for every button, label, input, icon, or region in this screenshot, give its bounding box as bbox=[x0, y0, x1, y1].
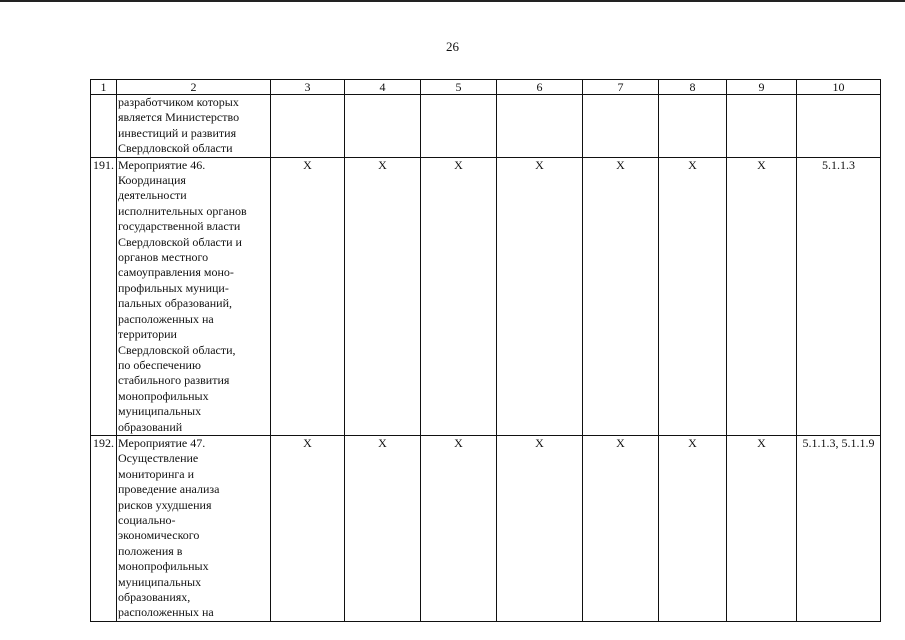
code-cell: 5.1.1.3, 5.1.1.9 bbox=[797, 435, 881, 621]
mark-cell: Х bbox=[659, 157, 727, 435]
mark-cell bbox=[659, 95, 727, 158]
description-line: монопрофильных bbox=[118, 388, 209, 403]
column-header: 9 bbox=[727, 80, 797, 95]
description-line: самоуправления моно- bbox=[118, 265, 234, 280]
mark-cell bbox=[271, 95, 345, 158]
description-line: пальных образований, bbox=[118, 296, 232, 311]
description-line: положения в bbox=[118, 543, 183, 558]
row-description bbox=[117, 435, 271, 621]
column-header: 8 bbox=[659, 80, 727, 95]
column-header: 4 bbox=[345, 80, 421, 95]
code-cell bbox=[797, 95, 881, 158]
column-header: 3 bbox=[271, 80, 345, 95]
description-line: Свердловской области и bbox=[118, 234, 242, 249]
mark-cell: Х bbox=[345, 157, 421, 435]
description-line: образований bbox=[118, 419, 183, 434]
description-line: Свердловской области, bbox=[118, 342, 236, 357]
description-line: территории bbox=[118, 327, 177, 342]
mark-cell: Х bbox=[583, 157, 659, 435]
description-line: деятельности bbox=[118, 188, 187, 203]
description-line: Мероприятие 46. bbox=[118, 157, 206, 172]
description-line: по обеспечению bbox=[118, 357, 201, 372]
description-line: рисков ухудшения bbox=[118, 497, 212, 512]
table-row bbox=[91, 157, 881, 435]
row-number: 191. bbox=[91, 157, 117, 435]
description-line: Мероприятие 47. bbox=[118, 435, 206, 450]
description-line: профильных муници- bbox=[118, 280, 229, 295]
table-row bbox=[91, 95, 881, 158]
description-line: Осуществление bbox=[118, 451, 199, 466]
column-header: 10 bbox=[797, 80, 881, 95]
mark-cell: Х bbox=[345, 435, 421, 621]
table-header-row bbox=[91, 80, 881, 95]
description-line: образованиях, bbox=[118, 590, 191, 604]
row-number bbox=[91, 95, 117, 158]
description-line: Координация bbox=[118, 173, 186, 188]
document-table bbox=[90, 79, 881, 622]
mark-cell bbox=[583, 95, 659, 158]
description-line: является Министерство bbox=[118, 110, 240, 125]
description-line: разработчиком которых bbox=[118, 95, 239, 109]
mark-cell: Х bbox=[497, 435, 583, 621]
description-line: государственной власти bbox=[118, 219, 241, 234]
mark-cell: Х bbox=[727, 157, 797, 435]
mark-cell bbox=[421, 95, 497, 158]
description-line: муниципальных bbox=[118, 404, 202, 419]
mark-cell: Х bbox=[271, 157, 345, 435]
row-description bbox=[117, 157, 271, 435]
description-line: стабильного развития bbox=[118, 373, 230, 388]
mark-cell: Х bbox=[271, 435, 345, 621]
description-line: мониторинга и bbox=[118, 466, 195, 481]
mark-cell bbox=[497, 95, 583, 158]
description-line: органов местного bbox=[118, 250, 209, 265]
row-number: 192. bbox=[91, 435, 117, 621]
mark-cell bbox=[727, 95, 797, 158]
description-line: Свердловской области bbox=[118, 141, 233, 156]
row-description bbox=[117, 95, 271, 158]
description-line: социально- bbox=[118, 512, 176, 527]
top-rule bbox=[0, 0, 905, 2]
description-line: экономического bbox=[118, 528, 200, 543]
column-header: 7 bbox=[583, 80, 659, 95]
column-header: 2 bbox=[117, 80, 271, 95]
code-cell: 5.1.1.3 bbox=[797, 157, 881, 435]
mark-cell: Х bbox=[583, 435, 659, 621]
column-header: 6 bbox=[497, 80, 583, 95]
description-line: исполнительных органов bbox=[118, 203, 247, 218]
mark-cell: Х bbox=[497, 157, 583, 435]
mark-cell: Х bbox=[421, 435, 497, 621]
description-line: расположенных на bbox=[118, 605, 214, 620]
column-header: 1 bbox=[91, 80, 117, 95]
mark-cell: Х bbox=[421, 157, 497, 435]
description-line: проведение анализа bbox=[118, 482, 220, 497]
mark-cell: Х bbox=[727, 435, 797, 621]
mark-cell: Х bbox=[659, 435, 727, 621]
table-row bbox=[91, 435, 881, 621]
description-line: расположенных на bbox=[118, 311, 214, 326]
column-header: 5 bbox=[421, 80, 497, 95]
page-number: 26 bbox=[446, 39, 459, 54]
mark-cell bbox=[345, 95, 421, 158]
description-line: монопрофильных bbox=[118, 559, 209, 574]
description-line: инвестиций и развития bbox=[118, 125, 237, 140]
description-line: муниципальных bbox=[118, 574, 202, 589]
